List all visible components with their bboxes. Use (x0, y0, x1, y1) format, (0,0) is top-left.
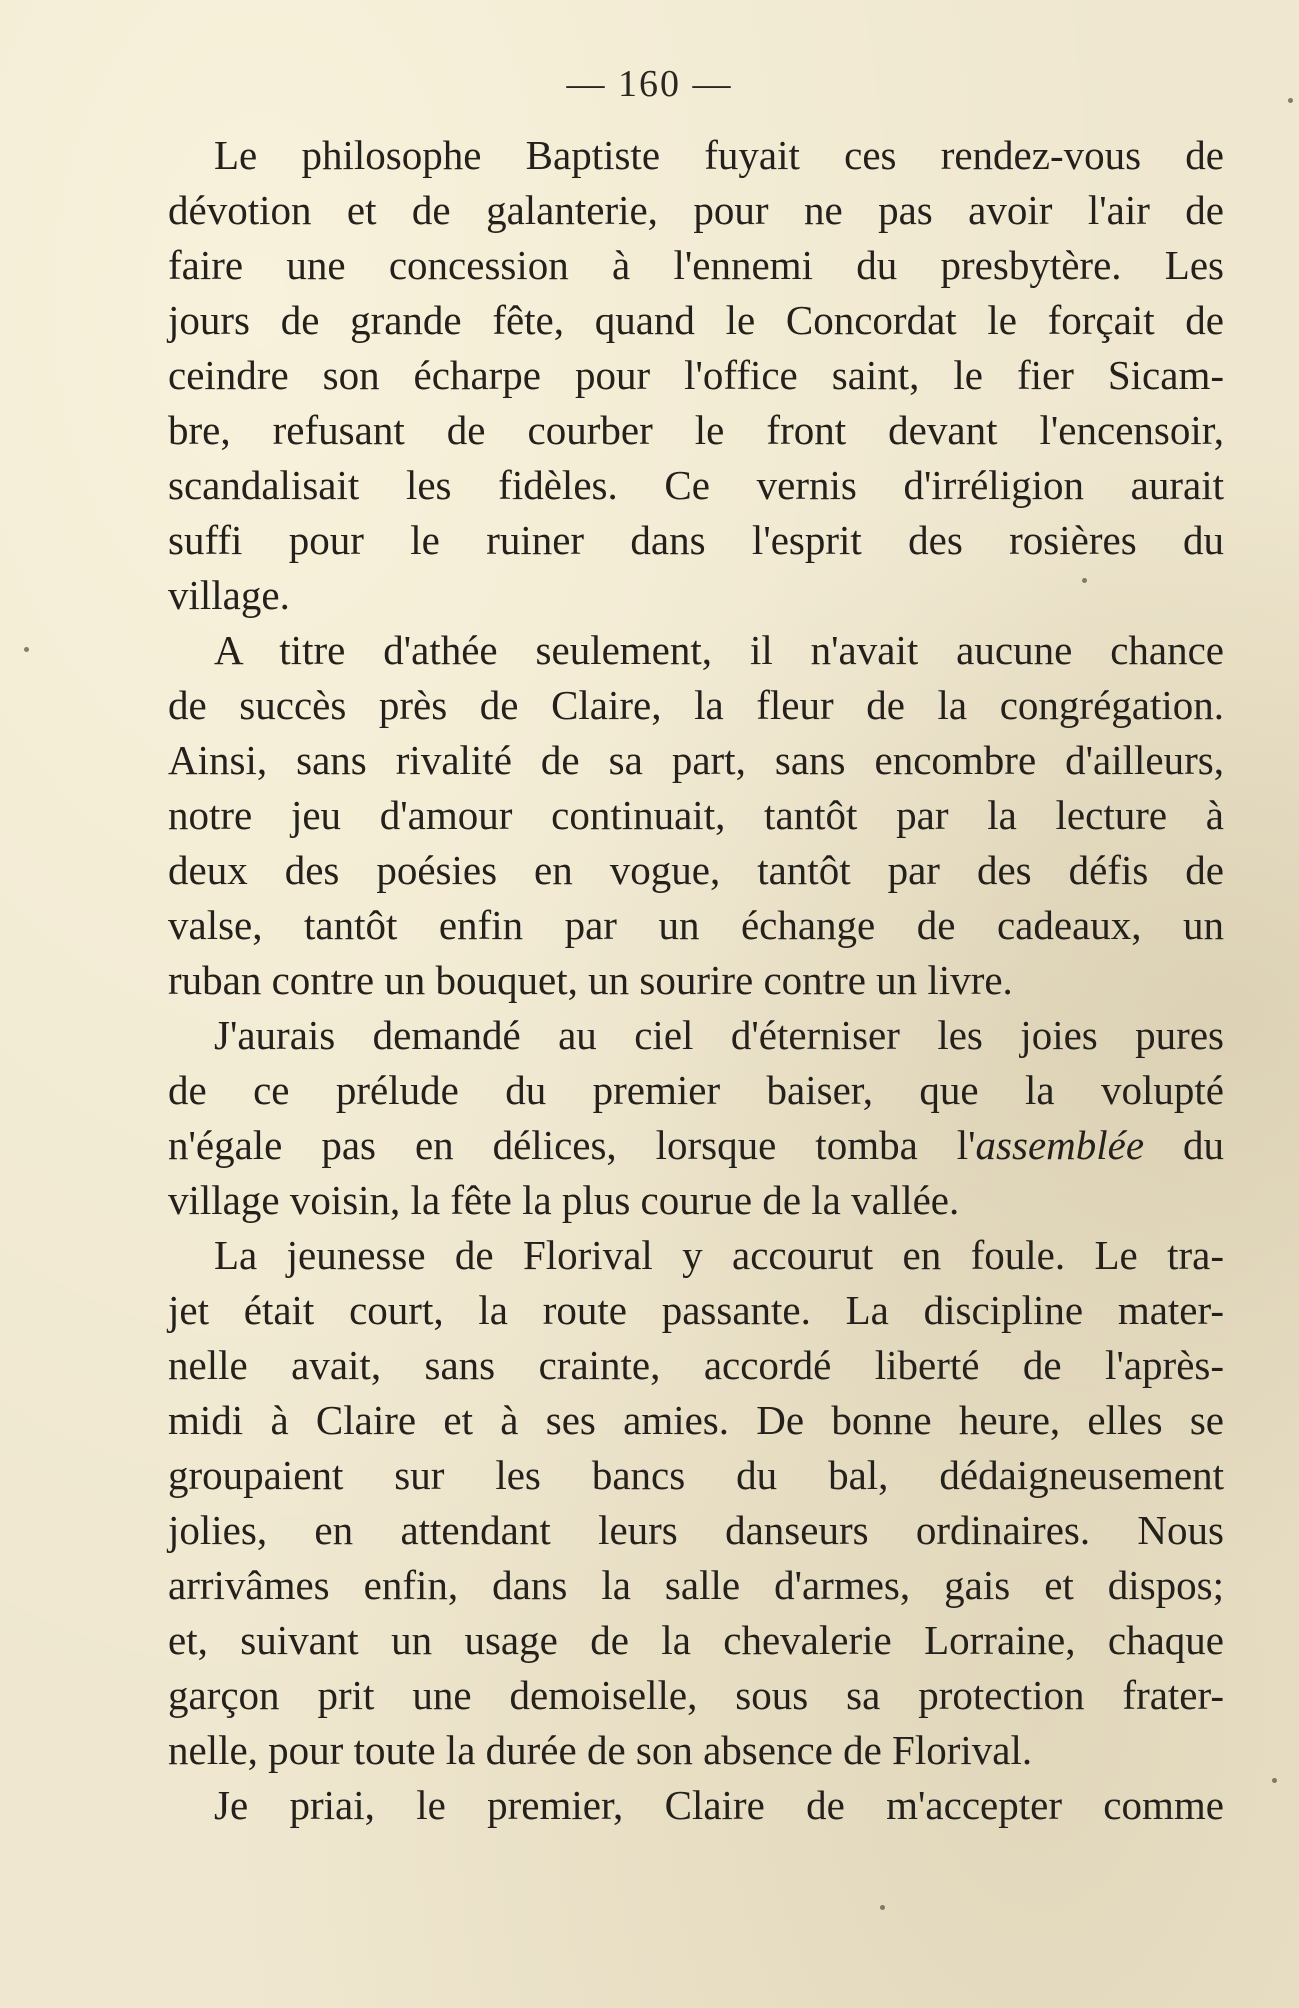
text-line: arrivâmes enfin, dans la salle d'armes, gais et dispos; (168, 1562, 1224, 1608)
text-line: de ce prélude du premier baiser, que la volupté (168, 1067, 1224, 1113)
text-line: Le philosophe Baptiste fuyait ces rendez-vous de (214, 132, 1224, 178)
text-line: groupaient sur les bancs du bal, dédaigneusement (168, 1452, 1224, 1498)
text-line: midi à Claire et à ses amies. De bonne heure, elles se (168, 1397, 1224, 1443)
text-line: dévotion et de galanterie, pour ne pas avoir l'air de (168, 187, 1224, 233)
text-line: faire une concession à l'ennemi du presbytère. Les (168, 242, 1224, 288)
text-line: suffi pour le ruiner dans l'esprit des rosières du (168, 517, 1224, 563)
page-text (168, 128, 1224, 1833)
paper-speck (1082, 578, 1087, 583)
text-line: Ainsi, sans rivalité de sa part, sans encombre d'ailleurs, (168, 737, 1224, 783)
text-line: ruban contre un bouquet, un sourire contre un livre. (168, 957, 1013, 1003)
paper-speck (880, 1905, 885, 1910)
text-line: deux des poésies en vogue, tantôt par des défis de (168, 847, 1224, 893)
text-line: de succès près de Claire, la fleur de la congrégation. (168, 682, 1224, 728)
text-line: village voisin, la fête la plus courue de la vallée. (168, 1177, 960, 1223)
text-line: Je priai, le premier, Claire de m'accepter comme (214, 1782, 1224, 1828)
text-line: jolies, en attendant leurs danseurs ordinaires. Nous (168, 1507, 1224, 1553)
paper-speck (24, 647, 29, 652)
text-line: village. (168, 572, 290, 618)
text-line: et, suivant un usage de la chevalerie Lorraine, chaque (168, 1617, 1224, 1663)
paper-speck (1288, 98, 1293, 103)
text-line: A titre d'athée seulement, il n'avait aucune chance (214, 627, 1224, 673)
italic-word: assemblée (975, 1122, 1145, 1168)
text-line: J'aurais demandé au ciel d'éterniser les joies pures (214, 1012, 1224, 1058)
text-segment: du (1144, 1122, 1225, 1168)
text-line: notre jeu d'amour continuait, tantôt par la lecture à (168, 792, 1224, 838)
page-number: — 160 — (566, 63, 733, 105)
text-line: bre, refusant de courber le front devant l'encensoir, (168, 407, 1224, 453)
text-line: nelle, pour toute la durée de son absence de Florival. (168, 1727, 1033, 1773)
text-segment: n'égale pas en délices, lorsque tomba l' (168, 1122, 976, 1168)
text-line: jours de grande fête, quand le Concordat le forçait de (168, 297, 1224, 343)
text-line: garçon prit une demoiselle, sous sa protection frater- (168, 1672, 1224, 1718)
text-line: valse, tantôt enfin par un échange de cadeaux, un (168, 902, 1224, 948)
text-line-with-italic (168, 1118, 1224, 1173)
text-line: scandalisait les fidèles. Ce vernis d'irréligion aurait (168, 462, 1224, 508)
text-line: nelle avait, sans crainte, accordé liberté de l'après- (168, 1342, 1224, 1388)
text-line: ceindre son écharpe pour l'office saint, le fier Sicam- (168, 352, 1224, 398)
text-line: La jeunesse de Florival y accourut en foule. Le tra- (214, 1232, 1224, 1278)
paper-speck (1272, 1778, 1277, 1783)
text-line: jet était court, la route passante. La discipline mater- (168, 1287, 1224, 1333)
